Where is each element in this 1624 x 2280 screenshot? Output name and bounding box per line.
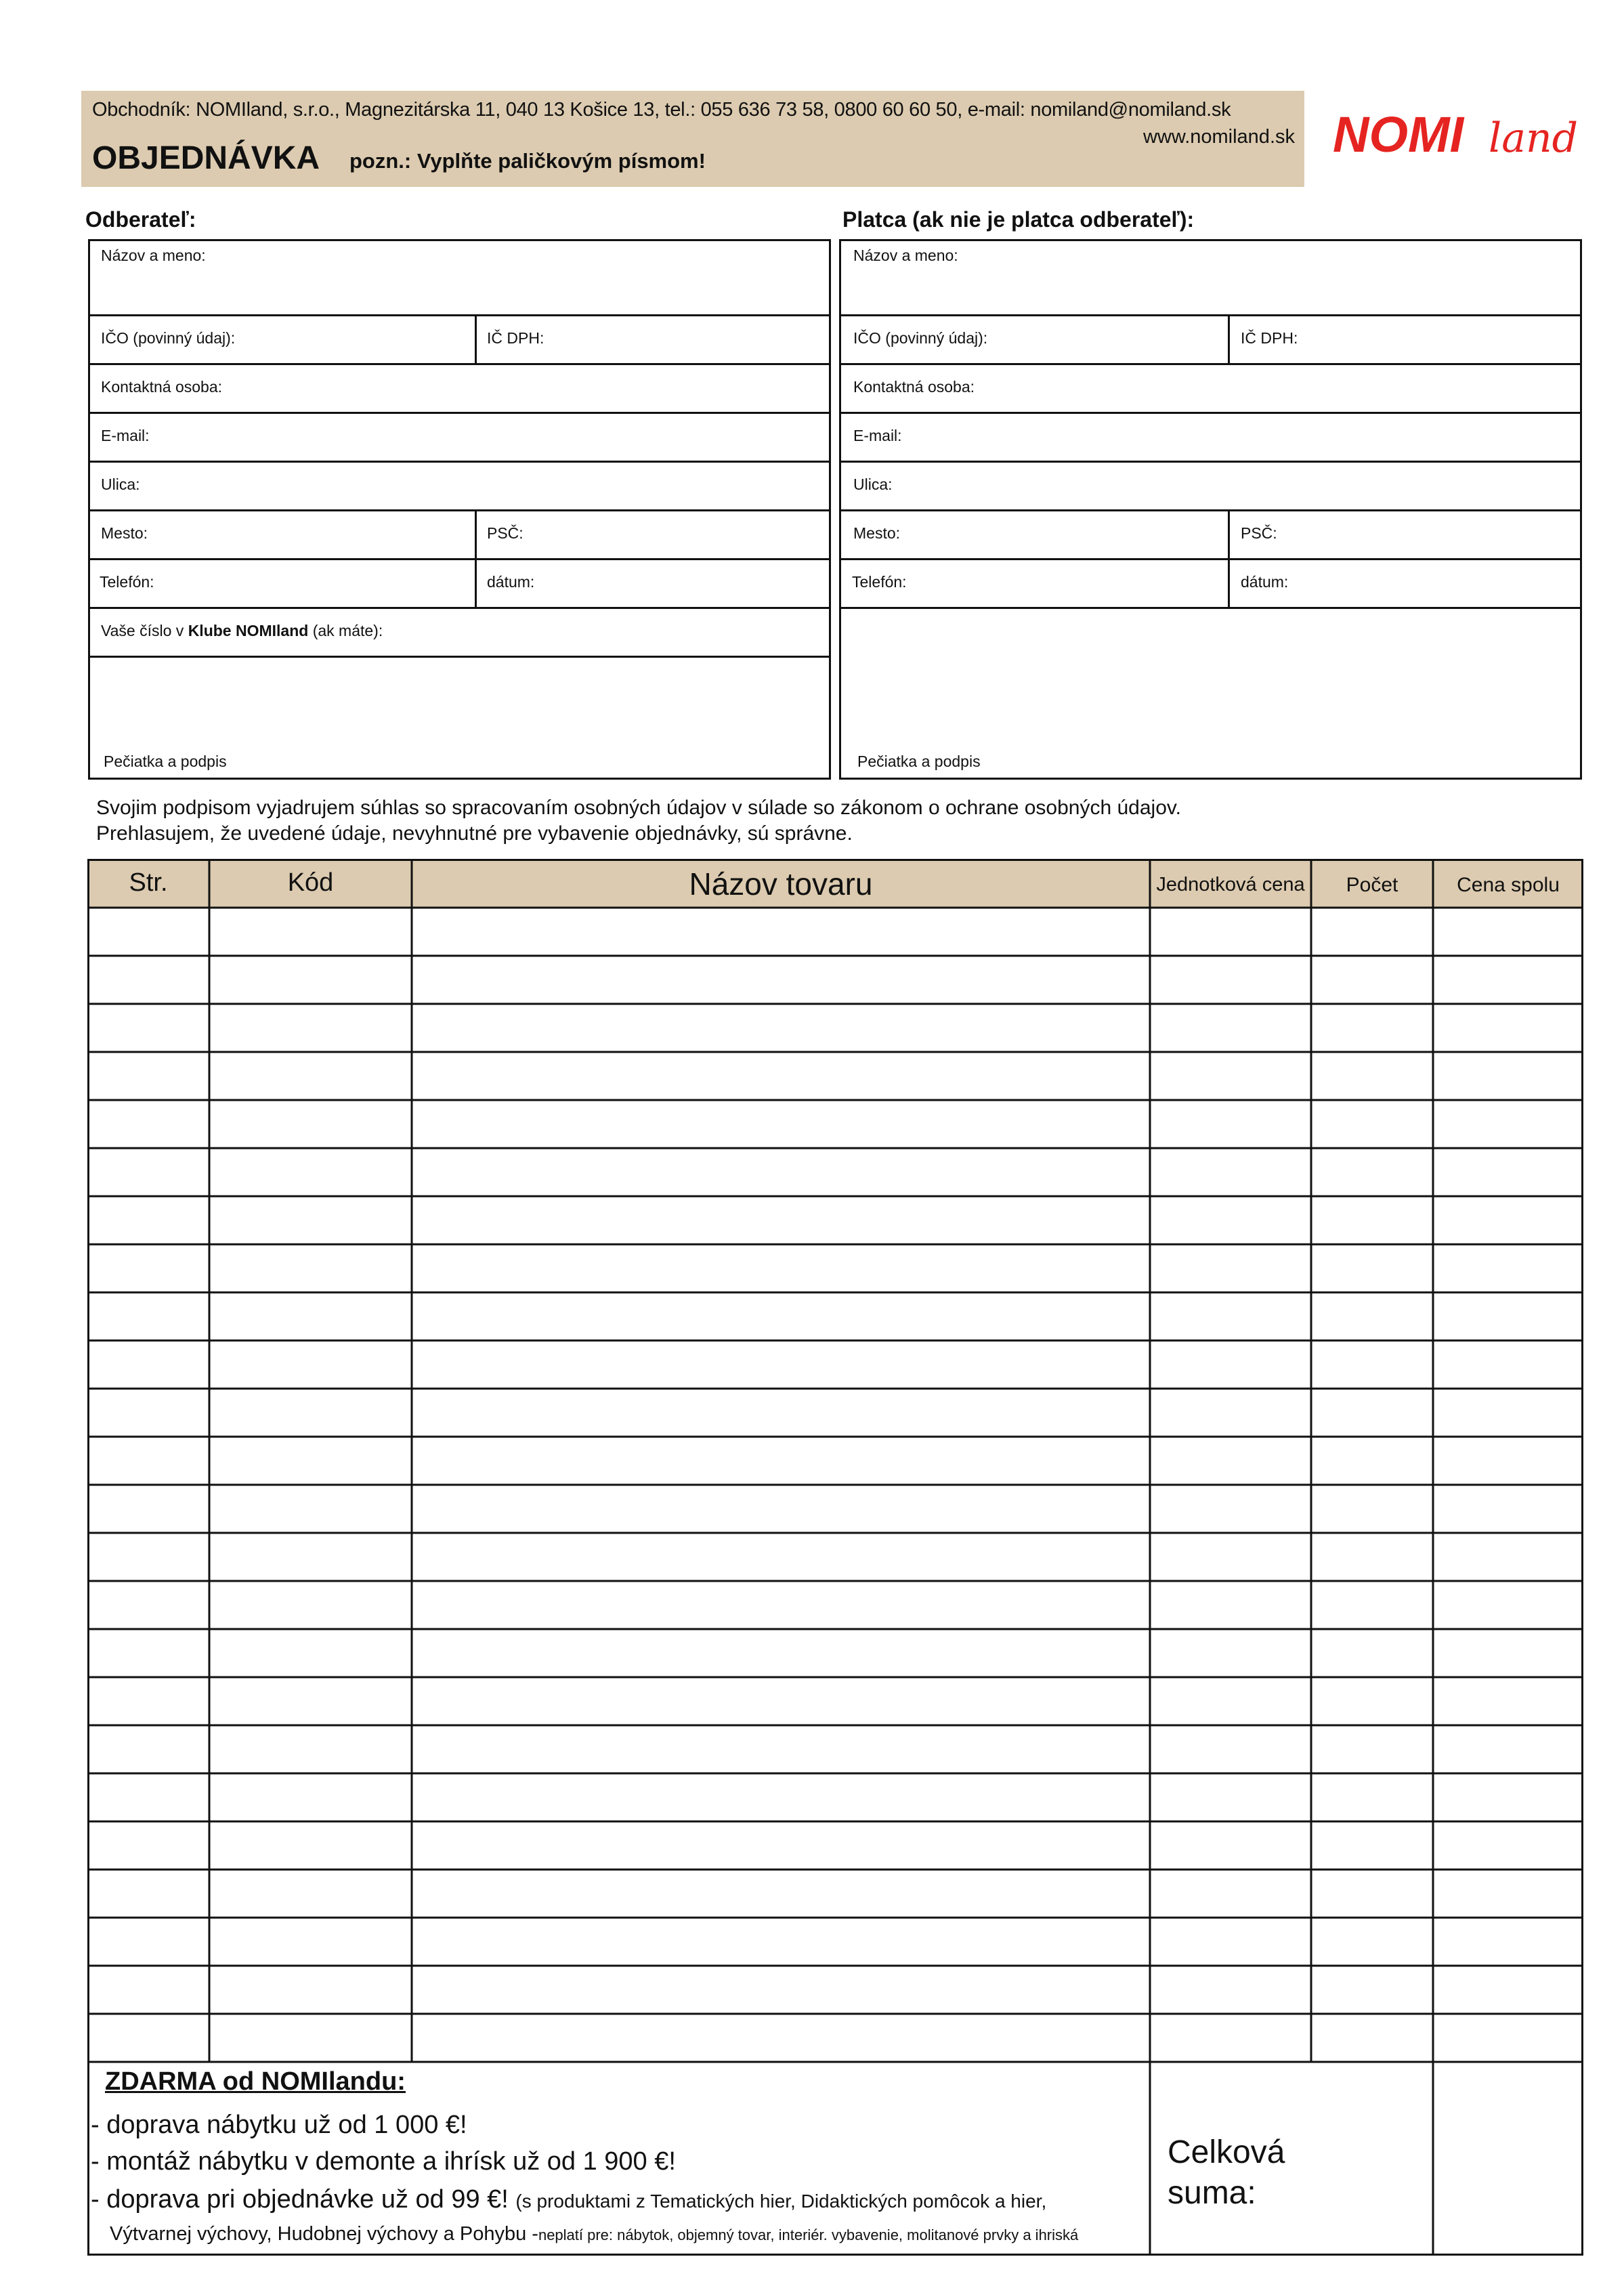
logo-graphic [1331, 103, 1589, 164]
payer-phone-field[interactable]: Telefón: [852, 573, 907, 591]
payer-city-field[interactable]: Mesto: [853, 524, 901, 542]
customer-section-title: Odberateľ: [85, 207, 196, 232]
website-link[interactable]: www.nomiland.sk [1142, 126, 1295, 148]
club-name: Klube NOMIland [188, 622, 309, 639]
order-table [87, 859, 1583, 2256]
payer-street-field[interactable]: Ulica: [853, 476, 893, 493]
customer-phone-field[interactable]: Telefón: [100, 573, 154, 591]
divider [90, 314, 831, 316]
divider [841, 314, 1582, 316]
total-label-line-2: suma: [1168, 2175, 1256, 2211]
col-header-count: Počet [1346, 874, 1398, 896]
fill-note: pozn.: Vyplňte paličkovým písmom! [349, 149, 706, 173]
free-assembly-line: - montáž nábytku v demonte a ihrísk už od 1 900 €! [91, 2147, 676, 2176]
col-header-unit-price: Jednotková cena [1156, 874, 1305, 895]
consent-line-1: Svojim podpisom vyjadrujem súhlas so spracovaním osobných údajov v súlade so zákonom o ochrane osobných údajov. [96, 797, 1181, 819]
customer-city-field[interactable]: Mesto: [101, 524, 148, 542]
divider [90, 461, 831, 463]
payer-contact-field[interactable]: Kontaktná osoba: [853, 378, 975, 396]
divider [841, 461, 1582, 463]
divider [90, 412, 831, 414]
categories-text: Výtvarnej výchovy, Hudobnej výchovy a Pohybu - [110, 2223, 538, 2245]
customer-date-field[interactable]: dátum: [487, 573, 535, 591]
customer-stamp-area[interactable]: Pečiatka a podpis [104, 753, 227, 770]
payer-section-title: Platca (ak nie je platca odberateľ): [842, 207, 1195, 232]
header-banner [81, 91, 1304, 187]
payer-dic-field[interactable]: IČ DPH: [1241, 329, 1298, 347]
page-title: OBJEDNÁVKA [92, 140, 320, 176]
logo-bold-text: NOMI [1333, 106, 1464, 163]
total-sum-field[interactable] [1435, 2063, 1580, 2253]
divider [841, 363, 1582, 365]
club-suffix: (ak máte): [308, 622, 383, 639]
divider [90, 509, 831, 511]
divider [90, 558, 831, 560]
total-label-line-1: Celková [1168, 2134, 1285, 2170]
col-header-total: Cena spolu [1457, 874, 1560, 896]
col-header-code: Kód [287, 868, 334, 897]
payer-name-field[interactable]: Názov a meno: [853, 247, 958, 264]
divider [841, 607, 1582, 609]
divider [475, 314, 477, 364]
free-delivery-small-note: (s produktami z Tematických hier, Didaktických pomôcok a hier, [515, 2191, 1047, 2212]
divider [1228, 509, 1230, 608]
col-header-name: Názov tovaru [689, 866, 873, 902]
payer-stamp-area[interactable]: Pečiatka a podpis [857, 753, 981, 770]
customer-name-field[interactable]: Názov a meno: [101, 247, 206, 264]
free-delivery-line: - doprava nábytku už od 1 000 €! [91, 2111, 467, 2139]
customer-zip-field[interactable]: PSČ: [487, 524, 523, 542]
nomiland-logo [1331, 103, 1589, 164]
divider [90, 607, 831, 609]
divider [841, 558, 1582, 560]
customer-form [88, 239, 831, 780]
customer-ico-field[interactable]: IČO (povinný údaj): [101, 329, 236, 347]
free-delivery-small-line [91, 2185, 1046, 2214]
free-services-title: ZDARMA od NOMIlandu: [105, 2067, 406, 2096]
merchant-contact: Obchodník: NOMIland, s.r.o., Magnezitárska 11, 040 13 Košice 13, tel.: 055 636 73 58, 0800 60 60 50, e-mail: nomiland@nomiland.sk [92, 99, 1231, 121]
divider [841, 509, 1582, 511]
customer-club-field[interactable] [101, 622, 383, 640]
payer-zip-field[interactable]: PSČ: [1241, 524, 1277, 542]
payer-email-field[interactable]: E-mail: [853, 427, 902, 444]
table-grid [87, 859, 1583, 2256]
divider [1228, 314, 1230, 364]
customer-email-field[interactable]: E-mail: [101, 427, 150, 444]
free-delivery-small-text: - doprava pri objednávke už od 99 €! [91, 2185, 509, 2214]
divider [475, 509, 477, 608]
exclusions-note: neplatí pre: nábytok, objemný tovar, interiér. vybavenie, molitanové prvky a ihriská [538, 2226, 1079, 2243]
customer-dic-field[interactable]: IČ DPH: [487, 329, 544, 347]
payer-ico-field[interactable]: IČO (povinný údaj): [853, 329, 988, 347]
customer-street-field[interactable]: Ulica: [101, 476, 140, 493]
customer-contact-field[interactable]: Kontaktná osoba: [101, 378, 223, 396]
divider [841, 412, 1582, 414]
payer-date-field[interactable]: dátum: [1241, 573, 1289, 591]
divider [90, 363, 831, 365]
divider [90, 656, 831, 658]
payer-form [839, 239, 1582, 780]
free-delivery-categories [110, 2223, 1078, 2245]
club-prefix: Vaše číslo v [101, 622, 188, 639]
consent-line-2: Prehlasujem, že uvedené údaje, nevyhnutné pre vybavenie objednávky, sú správne. [96, 822, 853, 845]
col-header-page: Str. [129, 868, 168, 897]
logo-script-text: land [1489, 114, 1579, 162]
